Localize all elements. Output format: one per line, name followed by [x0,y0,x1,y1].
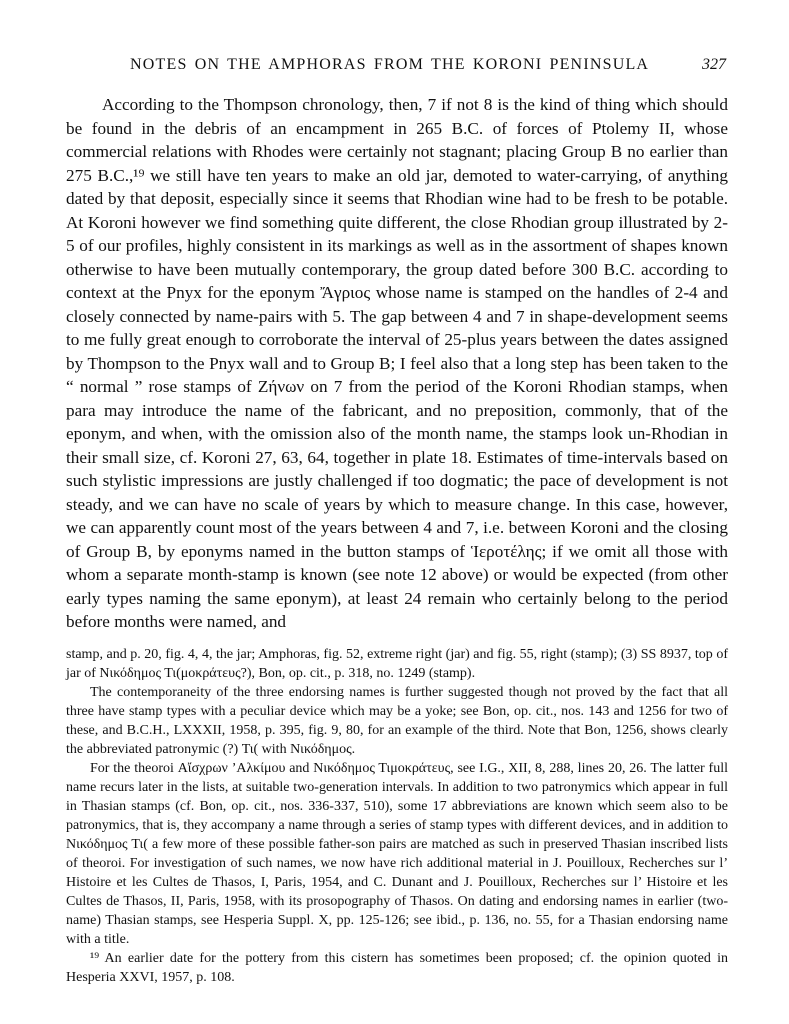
footnote-paragraph: For the theoroi Αἴσχρων ’Αλκίμου and Νικόδημος Τιμοκράτευς, see I.G., XII, 8, 288, lines 20, 26. The latter full name recurs later in the lists, at suitable two-generation intervals. In addition to two patronymics which appear in full in Thasian stamps (cf. Bon, op. cit., nos. 336-337, 510), some 17 abbreviations are known which seem also to be patronymics, that is, they accompany a name through a series of stamp types with different devices, and in addition to Νικόδημος Τι( a few more of these possible father-son pairs are matched as such in preserved Thasian inscribed lists of theoroi. For investigation of such names, we now have rich additional material in J. Pouilloux, Recherches sur l’ Histoire et les Cultes de Thasos, I, Paris, 1954, and C. Dunant and J. Pouilloux, Recherches sur l’ Histoire et les Cultes de Thasos, II, Paris, 1958, with its prosopography of Thasos. On dating and endorsing names in earlier (two-name) Thasian stamps, see Hesperia Suppl. X, pp. 125-126; see ibid., p. 136, no. 55, for a Thasian endorsing name with a title. [66,761,728,947]
footnote-19: ¹⁹ An earlier date for the pottery from this cistern has sometimes been proposed; cf. the opinion quoted in Hesperia XXVI, 1957, p. 108. [66,951,728,985]
page-number: 327 [702,56,726,73]
body-paragraph: According to the Thompson chronology, then, 7 if not 8 is the kind of thing which should be found in the debris of an encampment in 265 B.C. of forces of Ptolemy II, whose commercial relations with Rhodes were certainly not stagnant; placing Group B no earlier than 275 B.C.,¹⁹ we still have ten years to make an old jar, demoted to water-carrying, of anything dated by that deposit, especially since it seems that Rhodian wine had to be fresh to be potable. At Koroni however we find something quite different, the close Rhodian group illustrated by 2-5 of our profiles, highly consistent in its markings as well as in the assortment of shapes known otherwise to have been mutually contemporary, the group dated before 300 B.C. according to context at the Pnyx for the eponym Ἄγριος whose name is stamped on the handles of 2-4 and closely connected by name-pairs with 5. The gap between 4 and 7 in shape-development seems to me fully great enough to corroborate the interval of 25-plus years between the dates assigned by Thompson to the Pnyx wall and to Group B; I feel also that a long step has been taken to the “ normal ” rose stamps of Ζήνων on 7 from the period of the Koroni Rhodian stamps, when para may introduce the name of the fabricant, and no preposition, commonly, that of the eponym, and when, with the omission also of the month name, the stamps look un-Rhodian in their small size, cf. Koroni 27, 63, 64, together in plate 18. Estimates of time-intervals based on such stylistic impressions are justly challenged if too dogmatic; the pace of development is not steady, and we can have no scale of years by which to measure change. In this case, however, we can apparently count most of the years between 4 and 7, i.e. between Koroni and the closing of Group B, by eponyms named in the button stamps of Ἱεροτέλης; if we omit all those with whom a separate month-stamp is known (see note 12 above) or would be expected (from other early types naming the same eponym), at least 24 remain who certainly belong to the period before months were named, and [66,95,728,631]
footnote-continuation: stamp, and p. 20, fig. 4, 4, the jar; Amphoras, fig. 52, extreme right (jar) and fig. 55, right (stamp); (3) SS 8937, top of jar of Νικόδημος Τι(μοκράτευς?), Bon, op. cit., p. 318, no. 1249 (stamp). [66,647,728,681]
running-head: NOTES ON THE AMPHORAS FROM THE KORONI PENINSULA [130,56,650,73]
page-header [66,56,728,80]
footnote-paragraph: The contemporaneity of the three endorsing names is further suggested though not proved by the fact that all three have stamp types with a peculiar device which may be a yoke; see Bon, op. cit., nos. 143 and 1256 for two of these, and B.C.H., LXXXII, 1958, p. 395, fig. 9, 80, for an example of the third. Note that Bon, 1256, shows clearly the abbreviated patronymic (?) Τι( with Νικόδημος. [66,685,728,757]
footnotes [66,645,728,987]
